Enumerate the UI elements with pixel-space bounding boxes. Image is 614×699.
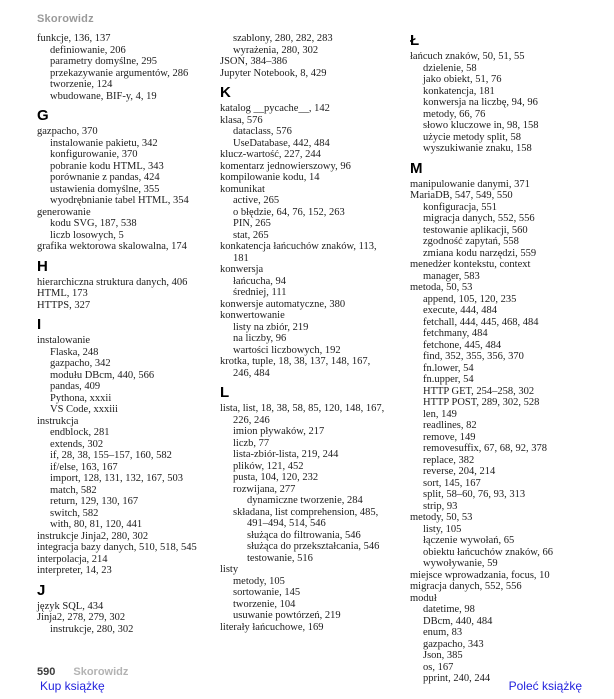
index-entry: klucz-wartość, 227, 244	[220, 149, 321, 160]
index-entry: rozwijana, 277	[233, 483, 296, 495]
index-entry: HTTP POST, 289, 302, 528	[423, 397, 540, 408]
index-entry: modułu DBcm, 440, 566	[50, 369, 155, 381]
index-entry: wartości liczbowych, 192	[233, 344, 341, 356]
index-entry: manipulowanie danymi, 371	[410, 178, 530, 190]
index-entry: reverse, 204, 214	[423, 466, 496, 477]
index-entry: switch, 582	[50, 507, 99, 519]
index-entry: UseDatabase, 442, 484	[233, 137, 330, 149]
index-entry: if, 28, 38, 155–157, 160, 582	[50, 450, 172, 461]
index-entry: gazpacho, 342	[50, 358, 111, 369]
letter-heading: K	[220, 84, 231, 101]
index-entry: metody, 66, 76	[423, 108, 486, 120]
index-entry: szablony, 280, 282, 283	[233, 33, 333, 44]
index-entry: manager, 583	[423, 270, 480, 282]
index-entry: Jinja2, 278, 279, 302	[37, 612, 126, 623]
index-entry: instrukcje, 280, 302	[50, 623, 134, 635]
index-entry: menedżer kontekstu, context	[410, 259, 531, 270]
index-entry: HTTP GET, 254–258, 302	[423, 385, 535, 397]
index-entry: removesuffix, 67, 68, 92, 378	[423, 443, 548, 454]
index-entry: 181	[233, 252, 249, 264]
index-entry: os, 167	[423, 661, 454, 673]
index-entry: funkcje, 136, 137	[37, 33, 111, 44]
index-entry: średniej, 111	[233, 287, 287, 298]
index-column-3	[410, 33, 610, 685]
index-entry: migracja danych, 552, 556	[410, 581, 522, 592]
letter-heading: Ł	[410, 32, 420, 49]
index-entry: zgodność zapytań, 558	[423, 236, 519, 247]
index-entry: tworzenie, 124	[50, 79, 113, 90]
index-entry: instrukcja	[37, 415, 79, 427]
index-entry: zmiana kodu narzędzi, 559	[423, 247, 537, 259]
index-entry: łączenie wywołań, 65	[423, 535, 515, 546]
index-entry: Json, 385	[423, 650, 463, 661]
index-entry: kompilowanie kodu, 14	[220, 172, 320, 183]
index-entry: 491–494, 514, 546	[247, 518, 326, 529]
index-entry: fetchmany, 484	[423, 328, 488, 339]
buy-book-link[interactable]: Kup książkę	[40, 679, 105, 693]
index-entry: miejsce wprowadzania, focus, 10	[410, 569, 550, 581]
index-entry: dynamiczne tworzenie, 284	[247, 495, 363, 506]
index-entry: łańcuch znaków, 50, 51, 55	[410, 51, 525, 62]
letter-heading: G	[37, 107, 49, 124]
index-entry: Pythona, xxxii	[50, 392, 112, 404]
index-entry: listy	[220, 564, 239, 575]
index-entry: metoda, 50, 53	[410, 282, 473, 293]
index-entry: moduł	[410, 592, 437, 604]
page-title: Skorowidz	[37, 13, 94, 25]
index-entry: MariaDB, 547, 549, 550	[410, 190, 513, 201]
index-entry: migracja danych, 552, 556	[423, 213, 535, 224]
index-entry: konwersje automatyczne, 380	[220, 298, 346, 310]
index-entry: konfigurowanie, 370	[50, 149, 138, 160]
index-entry: VS Code, xxxiii	[50, 404, 118, 415]
index-entry: listy, 105	[423, 523, 462, 535]
index-entry: 226, 246	[233, 414, 270, 426]
index-entry: endblock, 281	[50, 427, 110, 438]
index-entry: składana, list comprehension, 485,	[233, 506, 379, 518]
index-entry: JSON, 384–386	[220, 56, 288, 67]
index-entry: obiektu łańcuchów znaków, 66	[423, 546, 553, 558]
page-number: 590	[37, 666, 56, 678]
index-entry: definiowanie, 206	[50, 44, 126, 56]
index-entry: hierarchiczna struktura danych, 406	[37, 276, 188, 288]
index-entry: konkatencja, 181	[423, 85, 495, 97]
index-entry: interpolacja, 214	[37, 553, 108, 565]
index-entry: porównanie z pandas, 424	[50, 172, 160, 183]
index-entry: konfiguracja, 551	[423, 201, 498, 213]
index-entry: Flaska, 248	[50, 346, 99, 358]
letter-heading: H	[37, 257, 48, 275]
index-entry: komunikat	[220, 183, 265, 195]
index-column-2	[220, 33, 408, 633]
index-entry: Jupyter Notebook, 8, 429	[220, 67, 327, 79]
index-entry: fetchone, 445, 484	[423, 339, 502, 351]
index-entry: plików, 121, 452	[233, 460, 304, 472]
index-entry: fn.lower, 54	[423, 362, 474, 374]
letter-heading: I	[37, 316, 42, 333]
index-entry: pusta, 104, 120, 232	[233, 472, 319, 483]
index-entry: wbudowane, BIF-y, 4, 19	[50, 90, 157, 102]
index-entry: dzielenie, 58	[423, 62, 477, 74]
index-entry: readlines, 82	[423, 420, 477, 431]
index-entry: instalowanie	[37, 335, 91, 346]
recommend-book-link[interactable]: Poleć książkę	[508, 679, 582, 693]
index-entry: pobranie kodu HTML, 343	[50, 160, 164, 172]
index-entry: enum, 83	[423, 627, 463, 638]
index-entry: find, 352, 355, 356, 370	[423, 351, 524, 362]
index-entry: usuwanie powtórzeń, 219	[233, 610, 341, 621]
index-entry: listy na zbiór, 219	[233, 321, 309, 333]
index-entry: return, 129, 130, 167	[50, 496, 139, 507]
index-entry: if/else, 163, 167	[50, 461, 118, 473]
index-entry: instrukcje Jinja2, 280, 302	[37, 530, 149, 542]
index-entry: grafika wektorowa skalowalna, 174	[37, 241, 187, 252]
index-column-1	[37, 33, 217, 635]
index-entry: testowanie, 516	[247, 552, 313, 564]
index-entry: lista-zbiór-lista, 219, 244	[233, 449, 339, 460]
index-entry: klasa, 576	[220, 114, 263, 126]
index-entry: konwertowanie	[220, 310, 285, 321]
footer	[37, 666, 128, 678]
index-entry: wyrażenia, 280, 302	[233, 44, 319, 56]
index-entry: imion pływaków, 217	[233, 426, 325, 437]
index-entry: generowanie	[37, 206, 91, 218]
index-entry: liczb losowych, 5	[50, 229, 124, 241]
index-entry: datetime, 98	[423, 604, 475, 615]
index-entry: przekazywanie argumentów, 286	[50, 67, 189, 79]
index-entry: fn.upper, 54	[423, 374, 474, 385]
index-entry: sortowanie, 145	[233, 587, 301, 598]
index-entry: pprint, 240, 244	[423, 673, 491, 684]
index-entry: wywoływanie, 59	[423, 558, 498, 569]
index-entry: konkatencja łańcuchów znaków, 113,	[220, 241, 377, 252]
index-entry: instalowanie pakietu, 342	[50, 137, 158, 149]
index-entry: kodu SVG, 187, 538	[50, 218, 137, 229]
index-entry: użycie metody split, 58	[423, 131, 521, 143]
index-entry: stat, 265	[233, 229, 269, 241]
index-entry: sort, 145, 167	[423, 477, 481, 489]
index-entry: interpreter, 14, 23	[37, 565, 112, 576]
index-entry: gazpacho, 370	[37, 126, 98, 137]
index-entry: remove, 149	[423, 431, 476, 443]
index-entry: jako obiekt, 51, 76	[423, 74, 502, 85]
footer-section-label: Skorowidz	[73, 666, 129, 678]
index-entry: replace, 382	[423, 454, 475, 466]
index-entry: dataclass, 576	[233, 126, 292, 137]
index-entry: słowo kluczowe in, 98, 158	[423, 120, 539, 131]
index-entry: wyszukiwanie znaku, 158	[423, 143, 532, 154]
index-entry: metody, 50, 53	[410, 512, 473, 523]
letter-heading: L	[220, 384, 230, 401]
index-entry: krotka, tuple, 18, 38, 137, 148, 167,	[220, 356, 371, 367]
index-entry: HTML, 173	[37, 288, 88, 299]
index-entry: wyodrębnianie tabel HTML, 354	[50, 195, 189, 206]
index-entry: split, 58–60, 76, 93, 313	[423, 489, 526, 500]
index-entry: tworzenie, 104	[233, 598, 296, 610]
index-entry: len, 149	[423, 408, 457, 420]
index-entry: HTTPS, 327	[37, 299, 91, 311]
index-entry: służąca do filtrowania, 546	[247, 529, 361, 541]
index-entry: active, 265	[233, 195, 280, 206]
index-entry: o błędzie, 64, 76, 152, 263	[233, 206, 345, 218]
index-entry: metody, 105	[233, 575, 285, 587]
index-entry: DBcm, 440, 484	[423, 615, 493, 627]
index-entry: append, 105, 120, 235	[423, 293, 517, 305]
index-entry: integracja bazy danych, 510, 518, 545	[37, 542, 197, 553]
index-entry: PIN, 265	[233, 218, 271, 229]
index-entry: fetchall, 444, 445, 468, 484	[423, 316, 539, 328]
index-entry: ustawienia domyślne, 355	[50, 183, 160, 195]
index-entry: konwersja	[220, 264, 264, 275]
index-entry: język SQL, 434	[37, 600, 104, 612]
index-entry: match, 582	[50, 484, 97, 496]
index-entry: pandas, 409	[50, 381, 101, 392]
index-entry: na liczby, 96	[233, 333, 287, 344]
index-entry: parametry domyślne, 295	[50, 56, 158, 67]
index-entry: import, 128, 131, 132, 167, 503	[50, 473, 183, 484]
index-entry: testowanie aplikacji, 560	[423, 224, 528, 236]
index-entry: execute, 444, 484	[423, 305, 498, 316]
index-entry: katalog __pycache__, 142	[220, 103, 330, 114]
letter-heading: J	[37, 581, 46, 599]
index-entry: liczb, 77	[233, 437, 270, 449]
index-entry: lista, list, 18, 38, 58, 85, 120, 148, 167,	[220, 403, 385, 414]
index-entry: 246, 484	[233, 367, 270, 379]
index-entry: literały łańcuchowe, 169	[220, 621, 324, 633]
letter-heading: M	[410, 159, 423, 177]
index-entry: łańcucha, 94	[233, 275, 287, 287]
index-entry: strip, 93	[423, 500, 458, 512]
index-entry: gazpacho, 343	[423, 638, 484, 650]
index-entry: with, 80, 81, 120, 441	[50, 519, 143, 530]
index-entry: extends, 302	[50, 438, 104, 450]
index-entry: służąca do przekształcania, 546	[247, 541, 380, 552]
index-entry: komentarz jednowierszowy, 96	[220, 160, 351, 172]
index-entry: konwersja na liczbę, 94, 96	[423, 97, 538, 108]
